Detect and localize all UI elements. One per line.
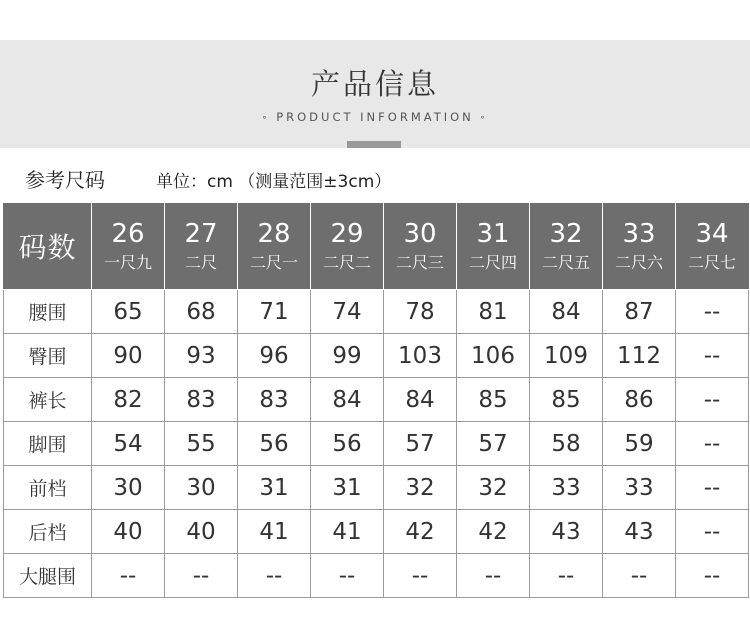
size-chinese-label: 二尺七: [687, 253, 736, 272]
measurement-label: 裤长: [4, 378, 92, 422]
measurement-value: 57: [384, 422, 457, 466]
measurement-value: 59: [603, 422, 676, 466]
measurement-value: 106: [457, 334, 530, 378]
size-number: 29: [330, 219, 364, 249]
measurement-value: 109: [530, 334, 603, 378]
size-table: [3, 203, 749, 598]
size-reference-heading: 参考尺码: [25, 168, 105, 192]
banner-title: 产品信息: [310, 67, 439, 101]
measurement-value: 103: [384, 334, 457, 378]
banner-subtitle: PRODUCT INFORMATION: [276, 110, 474, 124]
size-chinese-label: 二尺五: [541, 253, 590, 272]
measurement-value: 31: [311, 466, 384, 510]
banner-accent-bar: [347, 141, 401, 148]
measurement-value: --: [676, 466, 749, 510]
measurement-label: 臀围: [4, 334, 92, 378]
size-chinese-label: 二尺四: [468, 253, 517, 272]
measurement-value: 84: [530, 290, 603, 334]
measurement-value: 96: [238, 334, 311, 378]
measurement-value: 86: [603, 378, 676, 422]
unit-note: 单位：cm （测量范围±3cm）: [156, 172, 392, 192]
measurement-value: --: [92, 554, 165, 598]
measurement-value: 85: [530, 378, 603, 422]
measurement-value: 58: [530, 422, 603, 466]
measurement-value: 83: [238, 378, 311, 422]
measurement-value: 74: [311, 290, 384, 334]
size-chinese-label: 二尺六: [614, 253, 663, 272]
size-number: 32: [549, 219, 583, 249]
measurement-value: 40: [165, 510, 238, 554]
circle-dot-icon: ∘: [261, 113, 271, 123]
table-row: [4, 334, 749, 378]
measurement-label: 腰围: [4, 290, 92, 334]
size-header-row: [4, 203, 749, 290]
measurement-value: 31: [238, 466, 311, 510]
measurement-label: 前档: [4, 466, 92, 510]
size-chinese-label: 二尺三: [395, 253, 444, 272]
measurement-value: 82: [92, 378, 165, 422]
size-number: 31: [476, 219, 510, 249]
measurement-value: 32: [457, 466, 530, 510]
measurement-value: 84: [311, 378, 384, 422]
size-chinese-label: 一尺九: [103, 253, 152, 272]
measurement-value: 85: [457, 378, 530, 422]
measurement-value: 33: [603, 466, 676, 510]
measurement-value: 81: [457, 290, 530, 334]
measurement-value: --: [457, 554, 530, 598]
measurement-value: 71: [238, 290, 311, 334]
table-row: [4, 378, 749, 422]
measurement-value: 40: [92, 510, 165, 554]
measurement-value: 87: [603, 290, 676, 334]
size-number: 26: [111, 219, 145, 249]
measurement-value: --: [603, 554, 676, 598]
measurement-value: 43: [603, 510, 676, 554]
measurement-value: 41: [238, 510, 311, 554]
measurement-value: --: [530, 554, 603, 598]
measurement-value: 68: [165, 290, 238, 334]
measurement-value: 93: [165, 334, 238, 378]
measurement-value: --: [676, 378, 749, 422]
measurement-value: 30: [92, 466, 165, 510]
size-chinese-label: 二尺: [184, 253, 217, 272]
measurement-value: --: [676, 290, 749, 334]
size-chinese-label: 二尺二: [322, 253, 371, 272]
measurement-value: 43: [530, 510, 603, 554]
circle-dot-icon: ∘: [479, 113, 489, 123]
table-row: [4, 422, 749, 466]
size-number: 34: [695, 219, 729, 249]
measurement-label: 大腿围: [4, 554, 92, 598]
table-row: [4, 290, 749, 334]
measurement-value: --: [238, 554, 311, 598]
table-row: [4, 466, 749, 510]
measurement-value: 42: [457, 510, 530, 554]
measurement-value: --: [676, 510, 749, 554]
size-corner-label: 码数: [4, 203, 92, 290]
banner-subtitle-row: [0, 110, 750, 124]
size-column-header: [457, 203, 530, 290]
size-column-header: [165, 203, 238, 290]
size-column-header: [238, 203, 311, 290]
measurement-value: 56: [311, 422, 384, 466]
size-number: 27: [184, 219, 218, 249]
size-chinese-label: 二尺一: [249, 253, 298, 272]
size-column-header: [311, 203, 384, 290]
size-number: 30: [403, 219, 437, 249]
measurement-value: 55: [165, 422, 238, 466]
size-column-header: [530, 203, 603, 290]
measurement-value: 56: [238, 422, 311, 466]
measurement-value: 54: [92, 422, 165, 466]
measurement-label: 脚围: [4, 422, 92, 466]
measurement-value: 41: [311, 510, 384, 554]
measurement-value: 78: [384, 290, 457, 334]
size-column-header: [92, 203, 165, 290]
measurement-value: --: [676, 422, 749, 466]
measurement-value: 112: [603, 334, 676, 378]
size-column-header: [384, 203, 457, 290]
measurement-value: 42: [384, 510, 457, 554]
measurement-label: 后档: [4, 510, 92, 554]
measurement-value: 57: [457, 422, 530, 466]
measurement-value: --: [384, 554, 457, 598]
measurement-value: 84: [384, 378, 457, 422]
size-column-header: [676, 203, 749, 290]
table-row: [4, 510, 749, 554]
measurement-value: 30: [165, 466, 238, 510]
measurement-value: 83: [165, 378, 238, 422]
measurement-value: 90: [92, 334, 165, 378]
size-number: 33: [622, 219, 656, 249]
measurement-value: 65: [92, 290, 165, 334]
measurement-value: --: [676, 334, 749, 378]
size-table-body: [4, 290, 749, 598]
size-number: 28: [257, 219, 291, 249]
measurement-value: --: [165, 554, 238, 598]
measurement-value: --: [311, 554, 384, 598]
measurement-value: 33: [530, 466, 603, 510]
measurement-value: 32: [384, 466, 457, 510]
product-info-banner: [0, 40, 750, 148]
table-row: [4, 554, 749, 598]
measurement-value: 99: [311, 334, 384, 378]
size-column-header: [603, 203, 676, 290]
measurement-value: --: [676, 554, 749, 598]
